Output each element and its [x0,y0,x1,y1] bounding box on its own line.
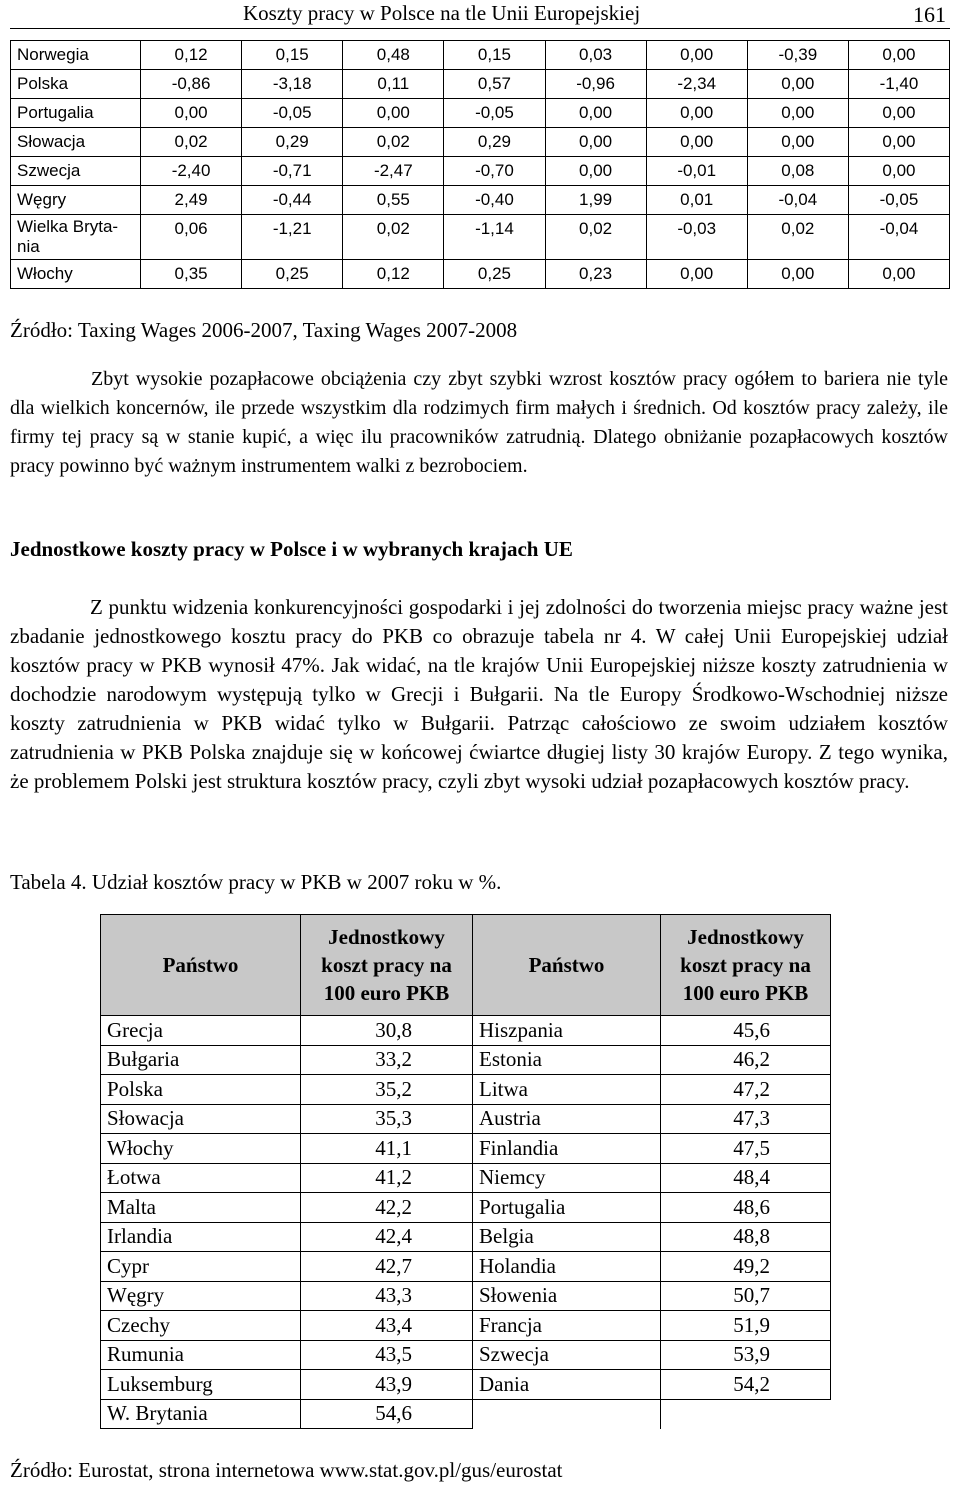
header-unit-cost-2: Jednostkowy koszt pracy na 100 euro PKB [661,915,831,1016]
unit-labour-cost-table [100,914,831,1429]
unit-cost-cell: 50,7 [661,1281,831,1311]
country-cell: Litwa [473,1075,661,1105]
value-cell: -1,40 [848,70,949,99]
unit-cost-cell: 47,2 [661,1075,831,1105]
country-cell: Bułgaria [101,1045,301,1075]
value-cell: -0,01 [646,157,747,186]
value-cell: 0,00 [343,99,444,128]
country-cell: Niemcy [473,1163,661,1193]
table-row [11,99,950,128]
country-cell: Słowacja [11,128,141,157]
value-cell: -1,14 [444,215,545,260]
table-row [101,1399,831,1429]
country-cell: Dania [473,1370,661,1400]
value-cell: 2,49 [141,186,242,215]
value-cell: -0,05 [848,186,949,215]
country-cell: Malta [101,1193,301,1223]
value-cell: 0,15 [444,41,545,70]
country-cell: Estonia [473,1045,661,1075]
value-cell: 0,00 [747,260,848,289]
value-cell: -0,96 [545,70,646,99]
unit-cost-cell: 49,2 [661,1252,831,1282]
unit-cost-cell [661,1399,831,1429]
unit-labour-cost-table-body [101,1016,831,1429]
unit-cost-cell: 35,3 [301,1104,473,1134]
value-cell: 0,35 [141,260,242,289]
country-cell: Grecja [101,1016,301,1046]
value-cell: 0,00 [545,99,646,128]
table-row [11,70,950,99]
value-cell: -2,34 [646,70,747,99]
value-cell: -0,05 [242,99,343,128]
country-cell: Polska [11,70,141,99]
paragraph-unit-costs: Z punktu widzenia konkurencyjności gospodarki i jej zdolności do tworzenia miejsc pracy ważne jest zbadanie jednostkowego kosztu pracy do PKB co obrazuje tabela nr 4. W całej Unii Europejskiej udział kosztów pracy w PKB wynosił 47%. Jak widać, na tle krajów Unii Europejskiej niższe koszty zatrudnienia w dochodzie narodowym występują tylko w Grecji i Bułgarii. Na tle Europy Środkowo-Wschodniej niższe koszty zatrudnienia w PKB widać tylko w Bułgarii. Patrząc całościowo ze swoim udziałem kosztów zatrudnienia w PKB Polska znajduje się w końcowej ćwiartce długiej listy 30 krajów Europy. Z tego wynika, że problemem Polski jest struktura kosztów pracy, czyli zbyt wysoki udział pozapłacowych kosztów pracy. [10,595,948,793]
value-cell: 0,23 [545,260,646,289]
table4-header-row [101,915,831,1016]
value-cell: -0,40 [444,186,545,215]
table-row [101,1193,831,1223]
value-cell: -0,05 [444,99,545,128]
table-row [101,1222,831,1252]
unit-cost-cell: 43,3 [301,1281,473,1311]
country-cell: Włochy [101,1134,301,1164]
table-row [101,1340,831,1370]
unit-cost-cell: 51,9 [661,1311,831,1341]
country-cell: Czechy [101,1311,301,1341]
unit-cost-cell: 45,6 [661,1016,831,1046]
value-cell: 0,00 [747,99,848,128]
paragraph-labour-costs: Zbyt wysokie pozapłacowe obciążenia czy zbyt szybki wzrost kosztów pracy ogółem to bariera nie tyle dla wielkich koncernów, ile przede wszystkim dla rodzimych firm małych i średnich. Od kosztów pracy zależy, ile firmy tej pracy są w stanie kupić, a więc ilu pracowników zatrudnią. Dlatego obniżanie pozapłacowych kosztów pracy powinno być ważnym instrumentem walki z bezrobociem. [10,368,948,477]
unit-cost-cell: 43,5 [301,1340,473,1370]
table-row [101,1252,831,1282]
value-cell: 0,08 [747,157,848,186]
unit-cost-cell: 42,2 [301,1193,473,1223]
country-cell: Szwecja [11,157,141,186]
table-row [11,41,950,70]
value-cell: -0,71 [242,157,343,186]
country-cell: Cypr [101,1252,301,1282]
unit-cost-cell: 35,2 [301,1075,473,1105]
table1-source: Źródło: Taxing Wages 2006-2007, Taxing Wages 2007-2008 [10,318,518,342]
value-cell: 0,00 [848,157,949,186]
tax-wedge-table [10,40,950,289]
value-cell: 0,00 [848,128,949,157]
country-cell: Austria [473,1104,661,1134]
value-cell: -0,44 [242,186,343,215]
value-cell: 0,02 [141,128,242,157]
value-cell: -0,39 [747,41,848,70]
tax-wedge-table-body [11,41,950,289]
unit-cost-cell: 42,7 [301,1252,473,1282]
country-cell: Portugalia [473,1193,661,1223]
table-row [101,1104,831,1134]
value-cell: 0,01 [646,186,747,215]
header-unit-cost-1: Jednostkowy koszt pracy na 100 euro PKB [301,915,473,1016]
value-cell: 0,12 [141,41,242,70]
unit-cost-cell: 30,8 [301,1016,473,1046]
unit-cost-cell: 48,6 [661,1193,831,1223]
value-cell: 0,11 [343,70,444,99]
unit-cost-cell: 54,6 [301,1399,473,1429]
value-cell: 0,06 [141,215,242,260]
country-cell: W. Brytania [101,1399,301,1429]
value-cell: 0,15 [242,41,343,70]
country-cell: Polska [101,1075,301,1105]
running-header [10,0,950,29]
table-row [101,1370,831,1400]
value-cell: 0,00 [848,260,949,289]
country-cell: Rumunia [101,1340,301,1370]
value-cell: 0,00 [747,70,848,99]
value-cell: -0,04 [747,186,848,215]
table-row [101,1075,831,1105]
table-row [101,1311,831,1341]
unit-cost-cell: 48,4 [661,1163,831,1193]
country-cell: Węgry [101,1281,301,1311]
value-cell: 0,00 [747,128,848,157]
unit-cost-cell: 41,1 [301,1134,473,1164]
table-row [101,1281,831,1311]
country-cell: Szwecja [473,1340,661,1370]
value-cell: -1,21 [242,215,343,260]
value-cell: -3,18 [242,70,343,99]
running-header-title: Koszty pracy w Polsce na tle Unii Europejskiej [243,1,641,25]
header-country-1: Państwo [101,915,301,1016]
value-cell: 0,02 [747,215,848,260]
unit-cost-cell: 46,2 [661,1045,831,1075]
country-cell: Francja [473,1311,661,1341]
value-cell: 0,02 [343,128,444,157]
unit-cost-cell: 43,9 [301,1370,473,1400]
value-cell: 0,02 [545,215,646,260]
country-cell: Norwegia [11,41,141,70]
country-cell: Irlandia [101,1222,301,1252]
value-cell: 0,00 [848,99,949,128]
value-cell: -2,40 [141,157,242,186]
value-cell: -2,47 [343,157,444,186]
unit-cost-cell: 43,4 [301,1311,473,1341]
value-cell: 0,55 [343,186,444,215]
country-cell: Wielka Bryta-nia [11,215,141,260]
table-row [11,128,950,157]
value-cell: 0,00 [848,41,949,70]
unit-cost-cell: 48,8 [661,1222,831,1252]
value-cell: 0,29 [444,128,545,157]
value-cell: 1,99 [545,186,646,215]
value-cell: -0,03 [646,215,747,260]
table-row [11,260,950,289]
country-cell: Hiszpania [473,1016,661,1046]
value-cell: 0,00 [545,128,646,157]
country-cell: Słowenia [473,1281,661,1311]
value-cell: 0,00 [141,99,242,128]
value-cell: 0,12 [343,260,444,289]
country-cell: Włochy [11,260,141,289]
value-cell: 0,29 [242,128,343,157]
value-cell: 0,48 [343,41,444,70]
header-country-2: Państwo [473,915,661,1016]
unit-cost-cell: 53,9 [661,1340,831,1370]
table-row [101,1163,831,1193]
unit-cost-cell: 33,2 [301,1045,473,1075]
value-cell: 0,00 [646,41,747,70]
country-cell: Portugalia [11,99,141,128]
table-row [101,1016,831,1046]
value-cell: -0,86 [141,70,242,99]
table-row [11,157,950,186]
table-row [101,1045,831,1075]
value-cell: 0,57 [444,70,545,99]
country-cell [473,1399,661,1429]
unit-cost-cell: 42,4 [301,1222,473,1252]
unit-cost-cell: 54,2 [661,1370,831,1400]
value-cell: -0,70 [444,157,545,186]
value-cell: 0,03 [545,41,646,70]
section-heading: Jednostkowe koszty pracy w Polsce i w wybranych krajach UE [10,537,573,561]
unit-cost-cell: 47,3 [661,1104,831,1134]
table-row [11,215,950,260]
unit-cost-cell: 47,5 [661,1134,831,1164]
country-cell: Holandia [473,1252,661,1282]
country-cell: Luksemburg [101,1370,301,1400]
table4-caption: Tabela 4. Udział kosztów pracy w PKB w 2007 roku w %. [10,870,502,894]
value-cell: 0,02 [343,215,444,260]
value-cell: 0,25 [444,260,545,289]
value-cell: 0,00 [646,260,747,289]
page-number: 161 [913,2,946,27]
country-cell: Finlandia [473,1134,661,1164]
country-cell: Węgry [11,186,141,215]
country-cell: Słowacja [101,1104,301,1134]
value-cell: 0,25 [242,260,343,289]
value-cell: 0,00 [646,128,747,157]
table-row [101,1134,831,1164]
table4-source: Źródło: Eurostat, strona internetowa www.stat.gov.pl/gus/eurostat [10,1458,563,1482]
value-cell: 0,00 [545,157,646,186]
country-cell: Belgia [473,1222,661,1252]
table-row [11,186,950,215]
value-cell: -0,04 [848,215,949,260]
unit-cost-cell: 41,2 [301,1163,473,1193]
country-cell: Łotwa [101,1163,301,1193]
value-cell: 0,00 [646,99,747,128]
